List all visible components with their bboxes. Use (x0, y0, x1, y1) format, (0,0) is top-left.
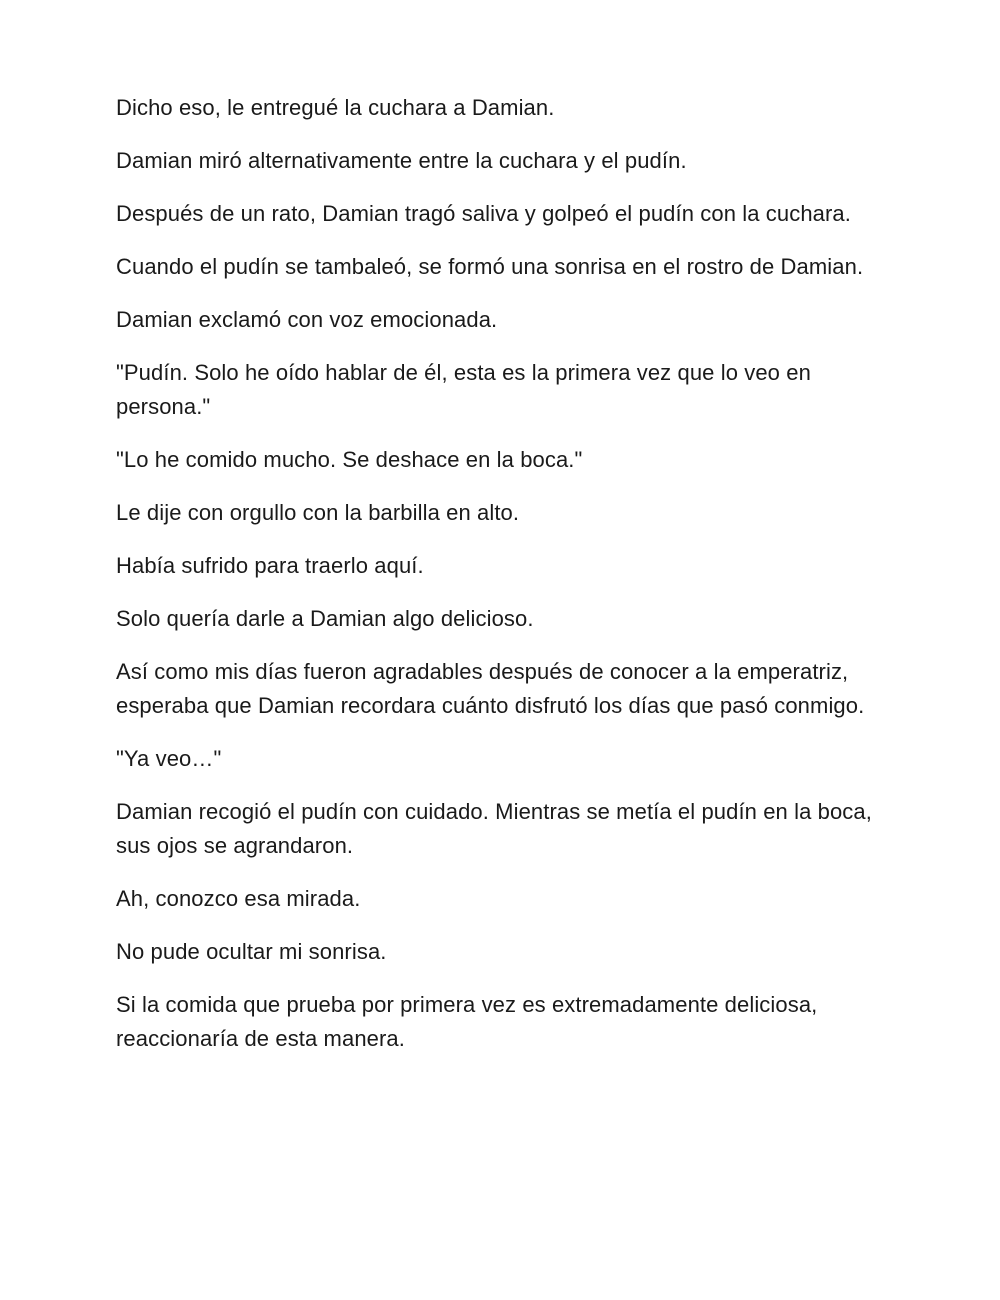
paragraph: Le dije con orgullo con la barbilla en alto. (116, 500, 520, 525)
paragraph: Dicho eso, le entregué la cuchara a Damian. (116, 95, 555, 120)
paragraph: Damian miró alternativamente entre la cuchara y el pudín. (116, 148, 687, 173)
paragraph: Había sufrido para traerlo aquí. (116, 553, 424, 578)
paragraph: "Ya veo…" (116, 746, 222, 771)
paragraph: Cuando el pudín se tambaleó, se formó una sonrisa en el rostro de Damian. (116, 254, 864, 279)
paragraph: Así como mis días fueron agradables después de conocer a la emperatriz, esperaba que Damian recordara cuánto disfrutó los días que pasó conmigo. (116, 659, 865, 718)
paragraph: Solo quería darle a Damian algo delicioso. (116, 606, 534, 631)
paragraph: Damian recogió el pudín con cuidado. Mientras se metía el pudín en la boca, sus ojos se agrandaron. (116, 799, 872, 858)
paragraph: "Pudín. Solo he oído hablar de él, esta es la primera vez que lo veo en persona." (116, 360, 811, 419)
paragraph: Después de un rato, Damian tragó saliva y golpeó el pudín con la cuchara. (116, 201, 851, 226)
paragraph: "Lo he comido mucho. Se deshace en la boca." (116, 447, 583, 472)
paragraph: No pude ocultar mi sonrisa. (116, 939, 387, 964)
paragraph: Ah, conozco esa mirada. (116, 886, 361, 911)
paragraph: Si la comida que prueba por primera vez es extremadamente deliciosa, reaccionaría de esta manera. (116, 992, 818, 1051)
document-body (116, 91, 886, 1075)
paragraph: Damian exclamó con voz emocionada. (116, 307, 498, 332)
